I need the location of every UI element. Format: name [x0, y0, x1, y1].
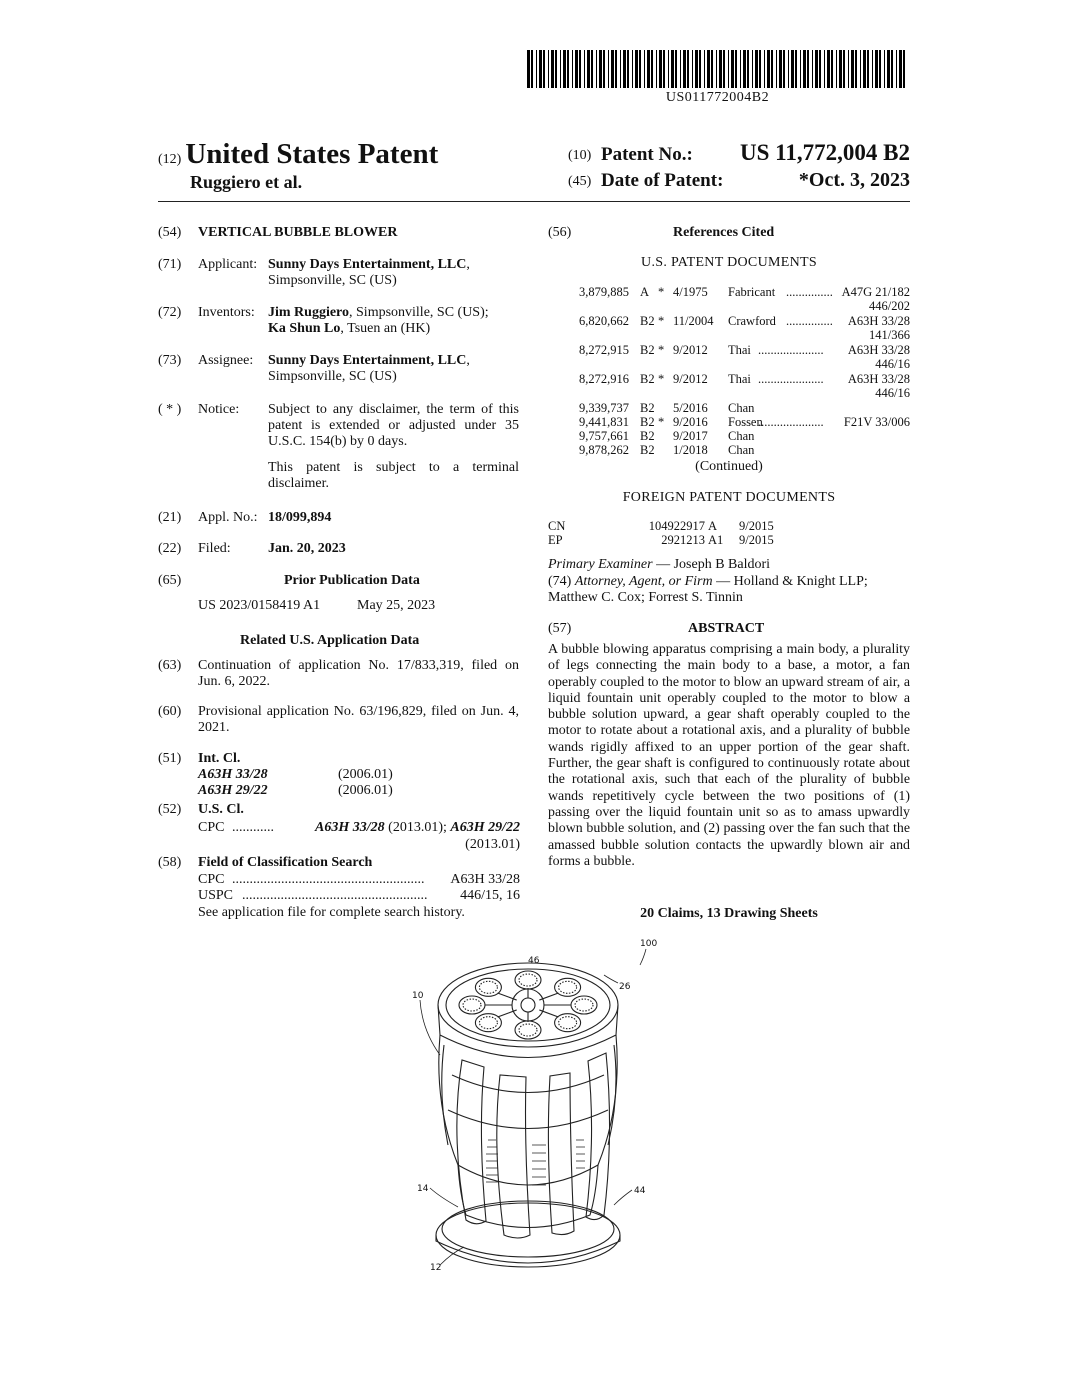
ref-classification-secondary: 446/202	[869, 299, 910, 313]
field-search-label: Field of Classification Search	[198, 855, 373, 870]
invention-title: VERTICAL BUBBLE BLOWER	[198, 225, 398, 240]
barcode-bar	[903, 50, 905, 88]
barcode-bar	[668, 50, 669, 88]
ref-label-10: 10	[412, 991, 424, 1001]
date-label: Date of Patent:	[601, 170, 724, 191]
barcode-bar	[620, 50, 621, 88]
barcode-bar	[803, 50, 806, 88]
appl-no-value: 18/099,894	[268, 510, 332, 525]
barcode-bar	[711, 50, 713, 88]
barcode-bar	[527, 50, 530, 88]
ref-number: 9,441,831	[579, 415, 629, 429]
code-56: (56)	[548, 225, 572, 240]
barcode-bar	[827, 50, 830, 88]
terminal-disclaimer: This patent is subject to a terminal disclaimer.	[268, 460, 519, 491]
ref-kind: B2	[640, 401, 655, 415]
ref-label-26: 26	[619, 982, 631, 992]
bubble-wand	[555, 1014, 581, 1032]
barcode-bar	[891, 50, 893, 88]
applicant-name-suffix: ,	[466, 257, 470, 272]
header-left	[158, 138, 518, 171]
assignee-label: Assignee:	[198, 353, 254, 368]
front-page-figure	[400, 935, 680, 1280]
ref-star: *	[658, 415, 665, 429]
bubble-wand-mesh	[479, 1017, 497, 1029]
us-cl-cpc-2: A63H 29/22	[450, 820, 520, 835]
bubble-wand-mesh	[575, 999, 593, 1011]
applicant-name: Sunny Days Entertainment, LLC	[268, 257, 467, 272]
ref-number: 8,272,915	[579, 343, 629, 357]
patent-no-label: Patent No.:	[601, 144, 693, 165]
ref-kind: B2	[640, 443, 655, 457]
barcode-bar	[719, 50, 722, 88]
field-56	[548, 225, 910, 241]
inventor-2-name: Ka Shun Lo	[268, 321, 341, 336]
barcode-bar	[671, 50, 674, 88]
barcode-bar	[656, 50, 657, 88]
ref-date: 1/2018	[673, 443, 708, 457]
barcode-bar	[764, 50, 765, 88]
us-reference-row	[548, 401, 910, 415]
barcode-bar	[735, 50, 737, 88]
barcode-bar	[551, 50, 554, 88]
us-cl-cpc-values	[315, 820, 520, 836]
field-21	[158, 510, 528, 526]
barcode-bar	[812, 50, 813, 88]
int-cl-year-1: (2006.01)	[338, 767, 393, 782]
barcode-bar	[896, 50, 897, 88]
field-search-note: See application file for complete search history.	[198, 905, 465, 920]
code-60: (60)	[158, 704, 182, 719]
barcode-bar	[872, 50, 873, 88]
field-63	[158, 658, 528, 689]
barcode-bar	[563, 50, 566, 88]
foreign-date: 9/2015	[739, 519, 774, 533]
code-52: (52)	[158, 802, 182, 817]
ref-number: 3,879,885	[579, 285, 629, 299]
us-patent-docs-heading: U.S. PATENT DOCUMENTS	[641, 255, 817, 270]
barcode-bar	[755, 50, 758, 88]
leader-lines	[420, 949, 646, 1265]
barcode-bar	[548, 50, 549, 88]
assignee-name: Sunny Days Entertainment, LLC	[268, 353, 467, 368]
barcode-bar	[887, 50, 890, 88]
barcode-bar	[743, 50, 746, 88]
field-51	[158, 751, 528, 798]
field-65	[158, 573, 528, 613]
ref-name: Thai	[728, 372, 751, 386]
barcode-bar	[851, 50, 854, 88]
continued-note: (Continued)	[695, 459, 763, 474]
field-60	[158, 704, 528, 735]
field-search-uspc-dots: .....................................................	[242, 888, 428, 903]
barcode-bar	[536, 50, 537, 88]
barcode-bar	[644, 50, 645, 88]
ref-name: Crawford	[728, 314, 776, 328]
us-reference-row	[548, 343, 910, 357]
barcode-bar	[663, 50, 665, 88]
barcode-bar	[771, 50, 773, 88]
applicant-label: Applicant:	[198, 257, 258, 272]
prior-publication-heading: Prior Publication Data	[284, 573, 420, 588]
barcode-bar	[659, 50, 662, 88]
barcode-bar	[776, 50, 777, 88]
field-54	[158, 225, 528, 241]
us-cl-dots: ............	[232, 820, 274, 835]
barcode-bar	[687, 50, 689, 88]
barcode-bar	[692, 50, 693, 88]
patent-date-line	[568, 170, 910, 194]
barcode-bar	[752, 50, 753, 88]
primary-examiner	[548, 557, 910, 573]
barcode-bar	[779, 50, 782, 88]
barcode-bar	[863, 50, 866, 88]
ref-classification: A63H 33/28	[847, 314, 910, 328]
code-63: (63)	[158, 658, 182, 673]
attorney	[548, 574, 910, 606]
code-51: (51)	[158, 751, 182, 766]
us-reference-row	[548, 372, 910, 386]
ref-number: 9,878,262	[579, 443, 629, 457]
notice-text: Subject to any disclaimer, the term of this patent is extended or adjusted under 35 U.S.C. 154(b) by 0 days.	[268, 402, 519, 449]
barcode-bar	[783, 50, 785, 88]
ref-name: Chan	[728, 401, 755, 415]
field-22	[158, 541, 528, 557]
ref-dots: .....................	[758, 343, 824, 357]
int-cl-label: Int. Cl.	[198, 751, 241, 766]
assignee-name-suffix: ,	[466, 353, 470, 368]
barcode-bar	[680, 50, 681, 88]
field-52	[158, 802, 520, 852]
ref-dots: .....................	[758, 372, 824, 386]
barcode-bar	[596, 50, 597, 88]
barcode-bar	[675, 50, 677, 88]
foreign-kind: A	[708, 519, 718, 533]
barcode-bar	[759, 50, 761, 88]
ref-name: Fabricant	[728, 285, 776, 299]
foreign-date: 9/2015	[739, 533, 774, 547]
barcode-bar	[747, 50, 749, 88]
code-45: (45)	[568, 174, 592, 189]
us-reference-row	[548, 314, 910, 328]
references-heading: References Cited	[673, 225, 775, 240]
claims-summary: 20 Claims, 13 Drawing Sheets	[640, 906, 818, 921]
inventors-label: Inventors:	[198, 305, 255, 320]
barcode-bar	[831, 50, 833, 88]
foreign-reference-row	[548, 533, 910, 547]
barcode-bar	[800, 50, 801, 88]
us-reference-row	[548, 415, 910, 429]
barcode-bar	[539, 50, 542, 88]
int-cl-class-2: A63H 29/22	[198, 783, 268, 798]
ref-classification-secondary: 446/16	[875, 357, 910, 371]
bubble-wand-mesh	[519, 1024, 537, 1036]
code-73: (73)	[158, 353, 182, 368]
ref-date: 9/2012	[673, 372, 708, 386]
ref-kind: B2	[640, 415, 655, 429]
barcode-bar	[579, 50, 581, 88]
barcode-bar	[623, 50, 626, 88]
barcode-bar	[611, 50, 614, 88]
barcode-bar	[572, 50, 573, 88]
foreign-docs-heading: FOREIGN PATENT DOCUMENTS	[622, 490, 836, 505]
prior-publication-date: May 25, 2023	[357, 598, 436, 613]
barcode-bar	[879, 50, 881, 88]
ref-kind: A	[640, 285, 650, 299]
barcode-bar	[699, 50, 701, 88]
barcode-bar	[716, 50, 717, 88]
patent-type-title: United States Patent	[185, 138, 439, 170]
inventor-1-name: Jim Ruggiero	[268, 305, 350, 320]
code-10: (10)	[568, 148, 592, 163]
ref-classification: A63H 33/28	[847, 372, 910, 386]
ref-kind: B2	[640, 372, 655, 386]
barcode-bar	[683, 50, 686, 88]
ref-kind: B2	[640, 343, 655, 357]
barcode-bar	[560, 50, 561, 88]
barcode-bar	[740, 50, 741, 88]
field-search-cpc-value: A63H 33/28	[450, 872, 520, 887]
foreign-country: CN	[548, 519, 566, 533]
bubble-wand	[555, 978, 581, 996]
barcode-bar	[647, 50, 650, 88]
barcode-bar	[608, 50, 609, 88]
ref-star: *	[658, 343, 665, 357]
bubble-wand-mesh	[559, 981, 577, 993]
bubble-wand-mesh	[519, 974, 537, 986]
ref-date: 4/1975	[673, 285, 708, 299]
code-71: (71)	[158, 257, 182, 272]
field-72	[158, 305, 528, 336]
ref-classification-secondary: 141/366	[869, 328, 910, 342]
ref-classification-secondary: 446/16	[875, 386, 910, 400]
header-rule	[158, 201, 910, 202]
ref-classification: A63H 33/28	[847, 343, 910, 357]
ref-star: *	[658, 285, 665, 299]
attorney-names: — Holland & Knight LLP; Matthew C. Cox; Forrest S. Tinnin	[548, 574, 868, 605]
barcode-bar	[843, 50, 845, 88]
ref-dots: .....................	[758, 415, 824, 429]
barcode-bar	[627, 50, 629, 88]
ref-name: Fossen	[728, 415, 763, 429]
field-search-cpc-dots: .......................................................	[232, 872, 425, 887]
ref-label-100: 100	[640, 939, 658, 949]
appl-no-label: Appl. No.:	[198, 510, 258, 525]
filed-label: Filed:	[198, 541, 231, 556]
ref-date: 9/2016	[673, 415, 708, 429]
barcode-bar	[795, 50, 797, 88]
ref-classification: F21V 33/006	[843, 415, 910, 429]
barcode-bar	[639, 50, 641, 88]
int-cl-class-1: A63H 33/28	[198, 767, 268, 782]
us-cl-cpc-label: CPC	[198, 820, 225, 835]
ref-name: Chan	[728, 429, 755, 443]
bubble-wand-mesh	[479, 981, 497, 993]
bubble-blower-drawing	[400, 935, 680, 1280]
us-cl-label: U.S. Cl.	[198, 802, 244, 817]
ref-classification: A47G 21/182	[841, 285, 910, 299]
code-65: (65)	[158, 573, 182, 588]
notice-label: Notice:	[198, 402, 240, 417]
foreign-number: 104922917	[648, 519, 705, 533]
barcode-bar	[567, 50, 569, 88]
bubble-wand	[475, 978, 501, 996]
barcode-bar	[860, 50, 861, 88]
code-12: (12)	[158, 152, 182, 167]
barcode-bar	[855, 50, 857, 88]
abstract-text: A bubble blowing apparatus comprising a main body, a plurality of legs connecting the main body to a base, a motor, a fan operably coupled to the motor to blow an upward stream of air, a liquid fountain unit operably coupled to the motor to blow a bubble solution upward, a gear shaft operably coupled to the motor to rotate about a rotational axis, and a plurality of bubble wands rigidly affixed to an upper portion of the gear shaft. Further, the gear shaft is configured to continuously rotate about the rotational axis, such that each of the plurality of bubble wands repetitively cycle between the two positions of (1) passing over the liquid fountain unit so as to amass upwardly blown bubble solution, and (2) passing over the fan such that the amassed bubble solution contacts the upwardly blown air and forms a bubble.	[548, 642, 910, 869]
ref-dots: ...............	[786, 285, 833, 299]
ref-date: 9/2017	[673, 429, 708, 443]
barcode-bar	[704, 50, 705, 88]
code-58: (58)	[158, 855, 182, 870]
ref-star: *	[658, 372, 665, 386]
barcode-bar	[867, 50, 869, 88]
barcode-bar	[695, 50, 698, 88]
field-58	[158, 855, 520, 925]
applicant-location: Simpsonville, SC (US)	[268, 273, 397, 288]
patent-number-line	[568, 140, 910, 168]
barcode-bar	[884, 50, 885, 88]
barcode-bar	[543, 50, 545, 88]
wands-drawing	[459, 971, 597, 1039]
ref-kind: B2	[640, 314, 655, 328]
barcode-bar	[767, 50, 770, 88]
us-reference-row	[548, 443, 910, 457]
code-22: (22)	[158, 541, 182, 556]
barcode-bar	[531, 50, 533, 88]
ref-label-12: 12	[430, 1263, 442, 1273]
int-cl-year-2: (2006.01)	[338, 783, 393, 798]
barcode-bar	[587, 50, 590, 88]
continuation-text: Continuation of application No. 17/833,319, filed on Jun. 6, 2022.	[198, 658, 519, 689]
ref-star: *	[658, 314, 665, 328]
barcode-bar	[815, 50, 818, 88]
barcode-bar	[635, 50, 638, 88]
barcode-bar	[875, 50, 878, 88]
authors: Ruggiero et al.	[190, 172, 303, 192]
bubble-wand-mesh	[559, 1017, 577, 1029]
barcode-bar	[707, 50, 710, 88]
ref-date: 9/2012	[673, 343, 708, 357]
attorney-label: Attorney, Agent, or Firm	[574, 574, 713, 589]
barcode-bar	[603, 50, 605, 88]
foreign-country: EP	[548, 533, 563, 547]
barcode-bar	[651, 50, 653, 88]
ref-kind: B2	[640, 429, 655, 443]
patent-date: *Oct. 3, 2023	[798, 169, 910, 191]
barcode-bar	[788, 50, 789, 88]
examiner-name: — Joseph B Baldori	[656, 557, 771, 572]
inventor-2-location: , Tsuen an (HK)	[340, 321, 431, 336]
barcode-bar	[839, 50, 842, 88]
barcode-bar	[731, 50, 734, 88]
field-57	[548, 621, 910, 637]
barcode-graphic	[525, 50, 910, 90]
foreign-number: 2921213	[661, 533, 705, 547]
ref-number: 9,757,661	[579, 429, 629, 443]
field-search-cpc-label: CPC	[198, 872, 225, 887]
foreign-kind: A1	[708, 533, 724, 547]
code-72: (72)	[158, 305, 182, 320]
barcode-number: US011772004B2	[665, 90, 770, 105]
barcode-bar	[728, 50, 729, 88]
barcode-bar	[836, 50, 837, 88]
examiner-label: Primary Examiner	[548, 557, 653, 572]
us-reference-row	[548, 285, 910, 299]
ref-date: 5/2016	[673, 401, 708, 415]
barcode-bar	[555, 50, 557, 88]
barcode-bar	[584, 50, 585, 88]
ref-label-46: 46	[528, 956, 540, 966]
abstract-heading: ABSTRACT	[688, 621, 765, 636]
ref-label-14: 14	[417, 1184, 429, 1194]
assignee-location: Simpsonville, SC (US)	[268, 369, 397, 384]
barcode-bar	[723, 50, 725, 88]
patent-number: US 11,772,004 B2	[740, 140, 910, 165]
us-cl-cpc-1-date: (2013.01);	[388, 820, 447, 835]
ref-number: 9,339,737	[579, 401, 629, 415]
provisional-text: Provisional application No. 63/196,829, filed on Jun. 4, 2021.	[198, 704, 519, 735]
ref-number: 6,820,662	[579, 314, 629, 328]
ref-label-44: 44	[634, 1186, 646, 1196]
code-57: (57)	[548, 621, 572, 636]
us-cl-cpc-1: A63H 33/28	[315, 820, 385, 835]
foreign-reference-row	[548, 519, 910, 533]
code-54: (54)	[158, 225, 182, 240]
related-heading: Related U.S. Application Data	[240, 633, 420, 648]
inventor-1-location: , Simpsonville, SC (US);	[349, 305, 489, 320]
filed-date: Jan. 20, 2023	[268, 541, 346, 556]
code-notice: ( * )	[158, 402, 182, 417]
barcode-bar	[791, 50, 794, 88]
ref-name: Chan	[728, 443, 755, 457]
barcode-bar	[899, 50, 902, 88]
barcode-bar	[599, 50, 602, 88]
code-21: (21)	[158, 510, 182, 525]
code-74: (74)	[548, 574, 572, 589]
ref-name: Thai	[728, 343, 751, 357]
barcode-bar	[807, 50, 809, 88]
barcode-bar	[824, 50, 825, 88]
field-71	[158, 257, 528, 288]
ref-dots: ...............	[786, 314, 833, 328]
us-reference-row	[548, 429, 910, 443]
field-search-uspc-value: 446/15, 16	[460, 888, 520, 903]
bubble-wand-mesh	[463, 999, 481, 1011]
barcode-bar	[632, 50, 633, 88]
ref-number: 8,272,916	[579, 372, 629, 386]
us-cl-cpc-2-date: (2013.01)	[465, 837, 520, 852]
barcode-bar	[591, 50, 593, 88]
prior-publication-number: US 2023/0158419 A1	[198, 598, 321, 613]
field-notice	[158, 402, 528, 491]
barcode-bar	[848, 50, 849, 88]
bubble-wand	[475, 1014, 501, 1032]
barcode	[525, 50, 910, 90]
barcode-bar	[575, 50, 578, 88]
ref-date: 11/2004	[673, 314, 714, 328]
field-search-uspc-label: USPC	[198, 888, 234, 903]
barcode-bar	[615, 50, 617, 88]
barcode-bar	[819, 50, 821, 88]
field-73	[158, 353, 528, 384]
